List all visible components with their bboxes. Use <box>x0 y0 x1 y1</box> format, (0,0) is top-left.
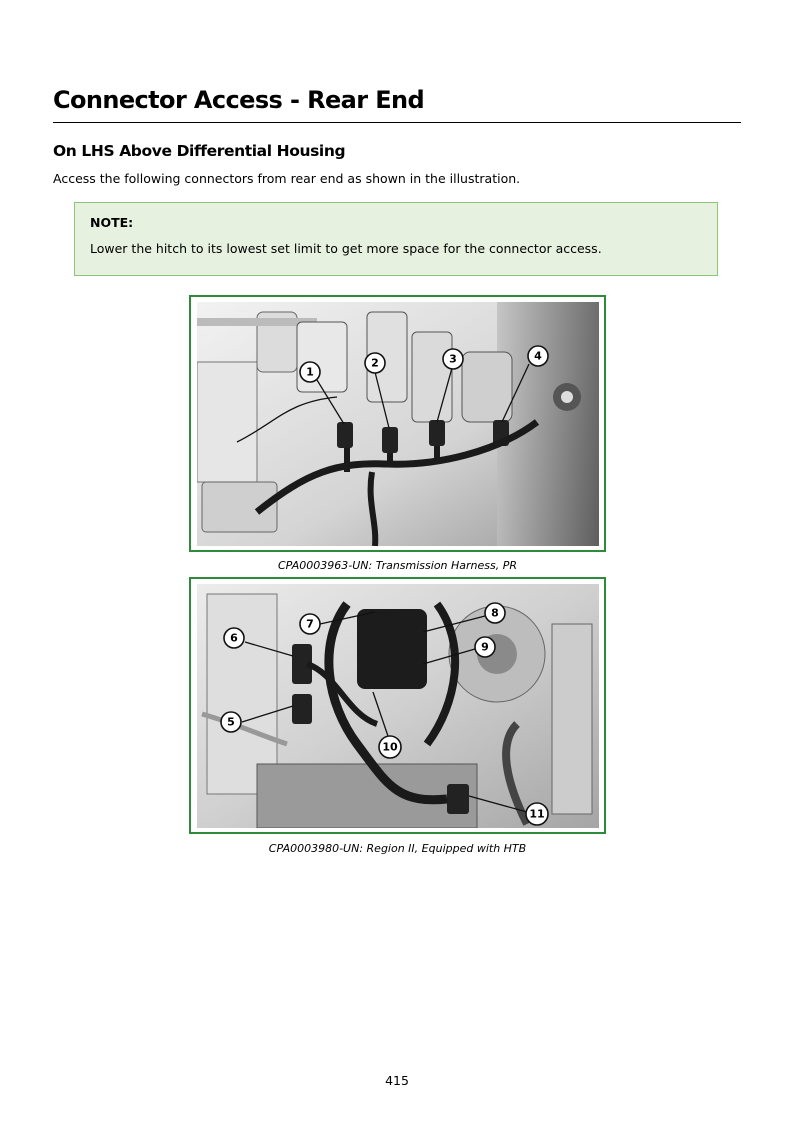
page-title: Connector Access - Rear End <box>53 86 425 114</box>
svg-text:5: 5 <box>227 715 235 729</box>
callout-2 <box>365 353 385 373</box>
callout-11 <box>526 803 548 825</box>
page-number: 415 <box>385 1073 409 1088</box>
svg-text:4: 4 <box>534 349 542 363</box>
callout-3 <box>443 349 463 369</box>
callout-5 <box>221 712 241 732</box>
callout-10 <box>379 736 401 758</box>
callout-6 <box>224 628 244 648</box>
callout-1 <box>300 362 320 382</box>
svg-text:10: 10 <box>382 740 398 754</box>
note-box <box>74 202 718 276</box>
svg-text:3: 3 <box>449 352 457 366</box>
svg-text:6: 6 <box>230 631 238 645</box>
transmission-harness-illustration <box>197 302 599 546</box>
title-divider <box>53 122 741 123</box>
svg-text:1: 1 <box>306 365 314 379</box>
svg-text:2: 2 <box>371 356 379 370</box>
callout-9 <box>475 637 495 657</box>
intro-paragraph: Access the following connectors from rear end as shown in the illustration. <box>53 171 521 186</box>
svg-text:11: 11 <box>529 807 545 821</box>
section-heading: On LHS Above Differential Housing <box>53 142 346 160</box>
figure-caption: CPA0003963-UN: Transmission Harness, PR <box>277 559 518 572</box>
callout-7 <box>300 614 320 634</box>
callout-8 <box>485 603 505 623</box>
region-ii-htb-illustration <box>197 584 599 828</box>
callout-4 <box>528 346 548 366</box>
figure-region-ii-htb <box>189 577 606 834</box>
note-text: Lower the hitch to its lowest set limit to get more space for the connector access. <box>90 241 602 256</box>
note-label: NOTE: <box>90 215 134 230</box>
svg-text:7: 7 <box>306 617 314 631</box>
svg-text:9: 9 <box>481 640 489 654</box>
svg-text:8: 8 <box>491 606 499 620</box>
figure-caption: CPA0003980-UN: Region II, Equipped with HTB <box>268 842 527 855</box>
figure-transmission-harness <box>189 295 606 552</box>
